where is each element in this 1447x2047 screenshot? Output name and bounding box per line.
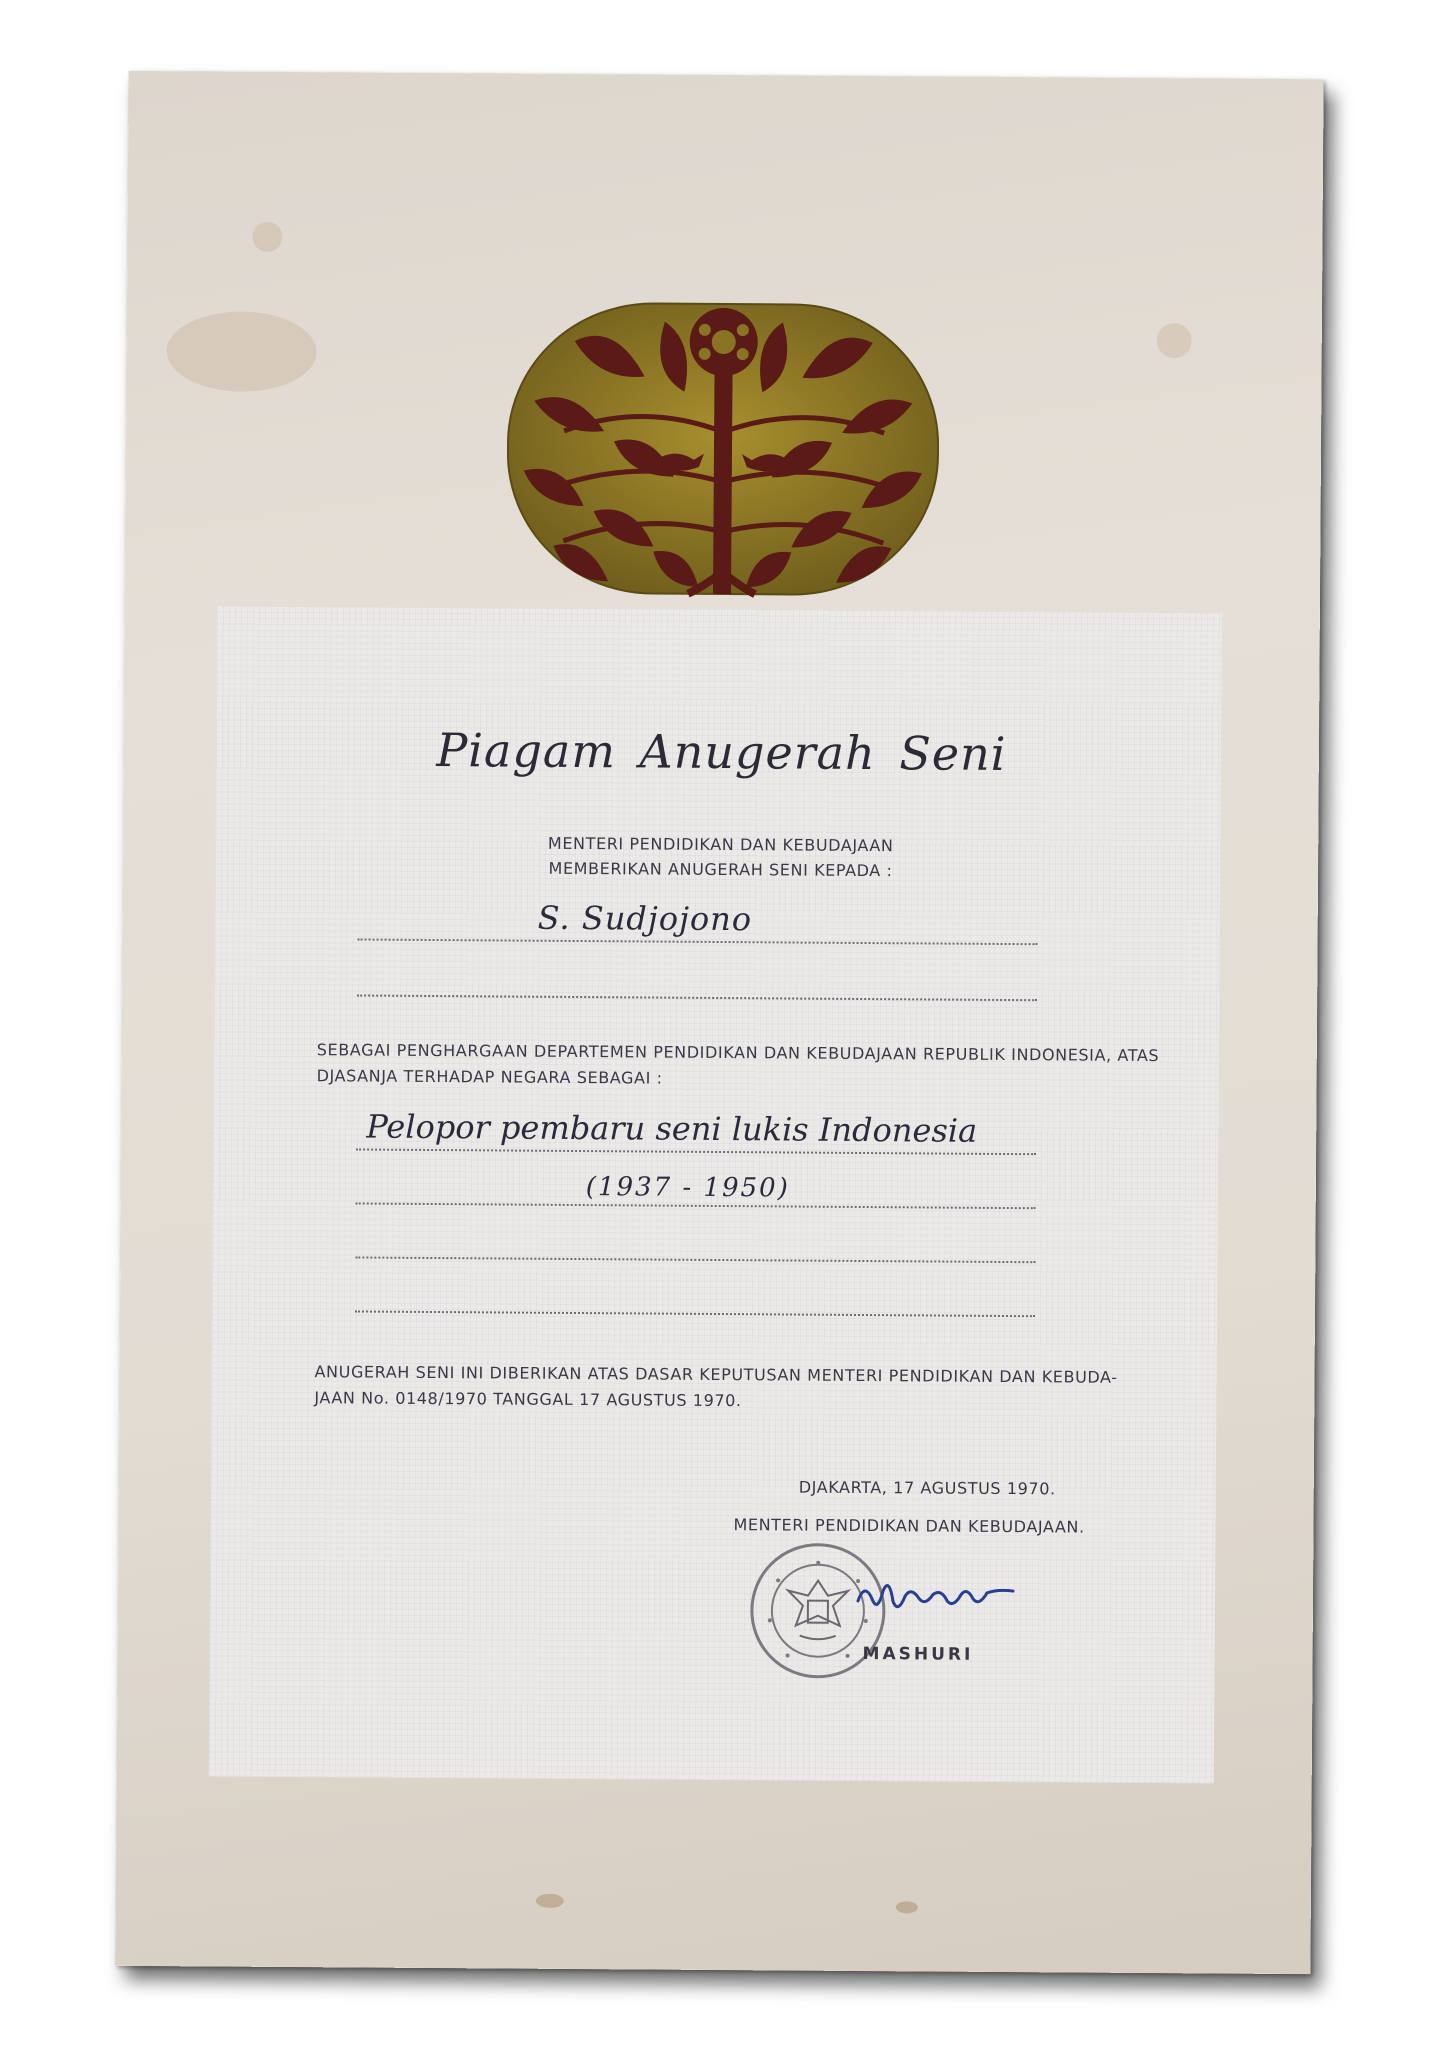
certificate-paper: [115, 71, 1323, 1974]
paper-stain: [896, 1901, 918, 1913]
period-text: (1937 - 1950): [585, 1172, 790, 1204]
signer-title: MENTERI PENDIDIKAN DAN KEBUDAJAAN.: [733, 1515, 1085, 1537]
paper-stain: [536, 1894, 564, 1908]
achievement-text: Pelopor pembaru seni lukis Indonesia: [366, 1107, 978, 1150]
basis-line-1: ANUGERAH SENI INI DIBERIKAN ATAS DASAR KEPUTUSAN MENTERI PENDIDIKAN DAN KEBUDA-: [314, 1362, 1118, 1387]
recipient-name: S. Sudjojono: [537, 898, 753, 939]
place-date: DJAKARTA, 17 AGUSTUS 1970.: [798, 1477, 1056, 1499]
tree-of-life-icon: [503, 280, 943, 605]
reason-line-2: DJASANJA TERHADAP NEGARA SEBAGAI :: [316, 1066, 663, 1088]
paper-stain: [166, 311, 317, 392]
paper-stain: [1157, 323, 1192, 358]
issuer-line-2: MEMBERIKAN ANUGERAH SENI KEPADA :: [548, 858, 893, 881]
signer-name: MASHURI: [862, 1644, 974, 1665]
reason-line-1: SEBAGAI PENGHARGAAN DEPARTEMEN PENDIDIKAN DAN KEBUDAJAAN REPUBLIK INDONESIA, ATAS: [316, 1040, 1160, 1066]
paper-stain: [252, 222, 282, 252]
certificate-title: Piagam Anugerah Seni: [436, 723, 1007, 781]
issuer-line-1: MENTERI PENDIDIKAN DAN KEBUDAJAAN: [547, 833, 894, 856]
basis-line-2: JAAN No. 0148/1970 TANGGAL 17 AGUSTUS 1970.: [314, 1388, 742, 1411]
signature-image: [853, 1566, 1018, 1627]
